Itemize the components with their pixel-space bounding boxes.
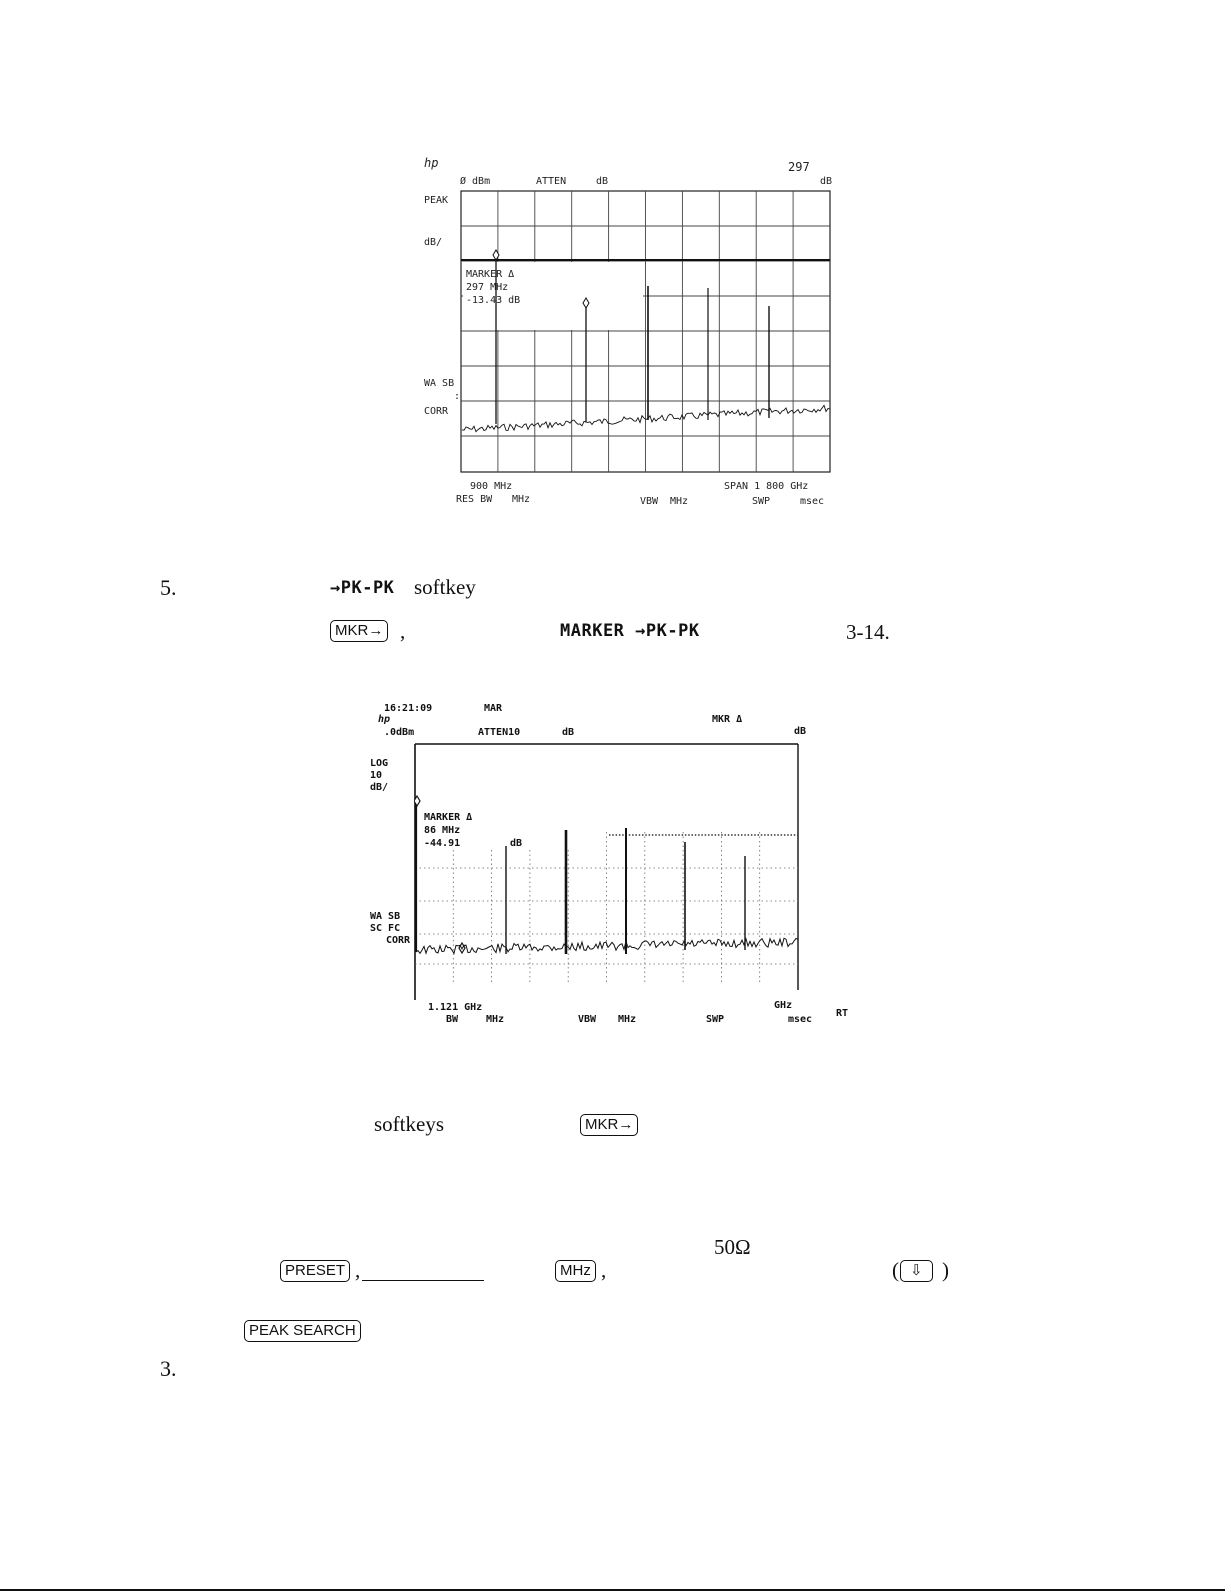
- fig2-noise-trace: [416, 938, 798, 953]
- fig2-label-corr: CORR: [386, 935, 411, 946]
- blank-line: [362, 1280, 484, 1281]
- fig1-label-peak: PEAK: [424, 195, 449, 206]
- fig2-bw: BW: [446, 1014, 459, 1025]
- fig1-label-wasb: WA SB: [424, 378, 455, 389]
- fig1-header-right: 297: [788, 160, 810, 174]
- fig2-swp-unit: msec: [788, 1014, 813, 1025]
- fig1-swp-unit: msec: [800, 496, 825, 507]
- fig2-spectrum-display: [414, 742, 802, 1004]
- hp-logo: hp: [424, 156, 439, 170]
- figure-ref: 3-14.: [846, 620, 890, 644]
- fig2-vbw: VBW: [578, 1014, 597, 1025]
- comma: ,: [601, 1258, 607, 1282]
- mhz-key: MHz: [555, 1260, 596, 1282]
- page-bottom-rule: [0, 1589, 1225, 1591]
- impedance-50-ohm: 50Ω: [714, 1235, 751, 1259]
- fig2-ref-level: .0dBm: [384, 727, 415, 738]
- fig2-atten-unit: dB: [562, 727, 575, 738]
- fig1-swp: SWP: [752, 496, 771, 507]
- fig1-noise-trace: [462, 405, 830, 431]
- paren-open: (: [892, 1258, 899, 1282]
- fig1-span: SPAN 1 800 GHz: [724, 481, 809, 492]
- fig2-right-unit: dB: [794, 726, 807, 737]
- fig2-bw-unit: MHz: [486, 1014, 505, 1025]
- comma: ,: [355, 1258, 361, 1282]
- fig2-mkr: MKR Δ: [712, 714, 743, 725]
- fig1-res-bw: RES BW: [456, 494, 493, 505]
- fig1-start-freq: 900 MHz: [470, 481, 513, 492]
- softkeys-word: softkeys: [374, 1112, 444, 1136]
- fig2-swp: SWP: [706, 1014, 725, 1025]
- preset-key: PRESET: [280, 1260, 350, 1282]
- fig1-res-unit: MHz: [512, 494, 531, 505]
- fig1-ref-level: Ø dBm: [460, 176, 491, 187]
- fig1-marker-label: MARKER Δ: [466, 269, 515, 280]
- fig1-right-unit: dB: [820, 176, 833, 187]
- fig2-label-dbdiv: dB/: [370, 782, 389, 793]
- step-5-pkpk-key: →PK-PK: [330, 578, 395, 598]
- fig2-marker-amp: -44.91: [424, 838, 461, 849]
- mkr-arrow-key-2: MKR→: [580, 1114, 638, 1136]
- peak-search-key: PEAK SEARCH: [244, 1320, 361, 1342]
- paren-close: ): [942, 1258, 949, 1282]
- fig2-label-scfc: SC FC: [370, 923, 401, 934]
- fig2-marker-freq: 86 MHz: [424, 825, 461, 836]
- fig1-label-dbdiv: dB/: [424, 237, 443, 248]
- mkr-arrow-key: MKR→: [330, 620, 388, 642]
- fig2-atten: ATTEN10: [478, 727, 521, 738]
- fig2-stop-unit: GHz: [774, 1000, 793, 1011]
- fig2-label-wasb: WA SB: [370, 911, 401, 922]
- comma: ,: [400, 619, 406, 643]
- fig1-label-corr: CORR: [424, 406, 449, 417]
- fig2-vbw-unit: MHz: [618, 1014, 637, 1025]
- fig1-marker-freq: 297 MHz: [466, 282, 509, 293]
- fig2-marker-label: MARKER Δ: [424, 812, 473, 823]
- fig1-atten-label: ATTEN: [536, 176, 567, 187]
- step-5-softkey-word: softkey: [414, 575, 476, 599]
- marker-pkpk-softkey: MARKER →PK-PK: [560, 621, 700, 641]
- fig1-atten-unit: dB: [596, 176, 609, 187]
- fig2-hp-logo: hp: [378, 714, 391, 725]
- fig1-label-colon: :: [454, 391, 461, 402]
- fig2-label-log: LOG: [370, 758, 389, 769]
- fig1-marker-amp: -13.43 dB: [466, 295, 521, 306]
- fig1-spectrum-display: [460, 190, 832, 474]
- fig2-rt: RT: [836, 1008, 849, 1019]
- fig2-label-10: 10: [370, 770, 383, 781]
- fig2-time: 16:21:09: [384, 703, 433, 714]
- step-3-number: 3.: [160, 1356, 177, 1381]
- fig2-start-freq: 1.121 GHz: [428, 1002, 483, 1013]
- fig1-vbw: VBW: [640, 496, 659, 507]
- step-5-number: 5.: [160, 575, 177, 600]
- fig2-marker-amp-unit: dB: [510, 838, 523, 849]
- down-arrow-key: ⇩: [900, 1260, 933, 1282]
- fig2-mode: MAR: [484, 703, 503, 714]
- fig1-vbw-unit: MHz: [670, 496, 689, 507]
